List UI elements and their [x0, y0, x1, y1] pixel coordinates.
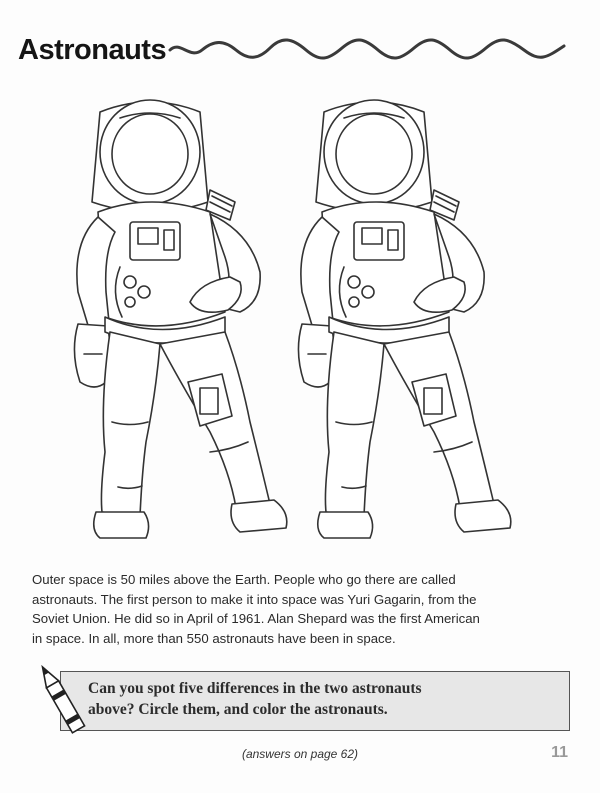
- squiggle-line: [168, 36, 568, 66]
- callout-line: above? Circle them, and color the astronauts.: [88, 701, 388, 718]
- paragraph-line: astronauts. The first person to make it into space was Yuri Gagarin, from the: [32, 591, 477, 607]
- callout-text: [88, 678, 558, 720]
- paragraph-line: Outer space is 50 miles above the Earth. People who go there are called: [32, 572, 456, 587]
- astronaut-drawings: [60, 92, 540, 552]
- paragraph-line: Soviet Union. He did so in April of 1961. Alan Shepard was the first American: [32, 611, 480, 626]
- page-title: Astronauts: [18, 34, 167, 66]
- page-number: 11: [551, 744, 568, 761]
- callout-line: Can you spot five differences in the two astronauts: [88, 680, 422, 697]
- footer-note: (answers on page 62): [241, 747, 359, 761]
- body-paragraph: [32, 570, 552, 648]
- crayon-icon: [36, 654, 86, 744]
- instruction-callout: [60, 671, 570, 731]
- astronaut-left: [74, 100, 286, 538]
- astronaut-right: [298, 100, 510, 538]
- paragraph-line: in space. In all, more than 550 astronauts have been in space.: [32, 630, 396, 646]
